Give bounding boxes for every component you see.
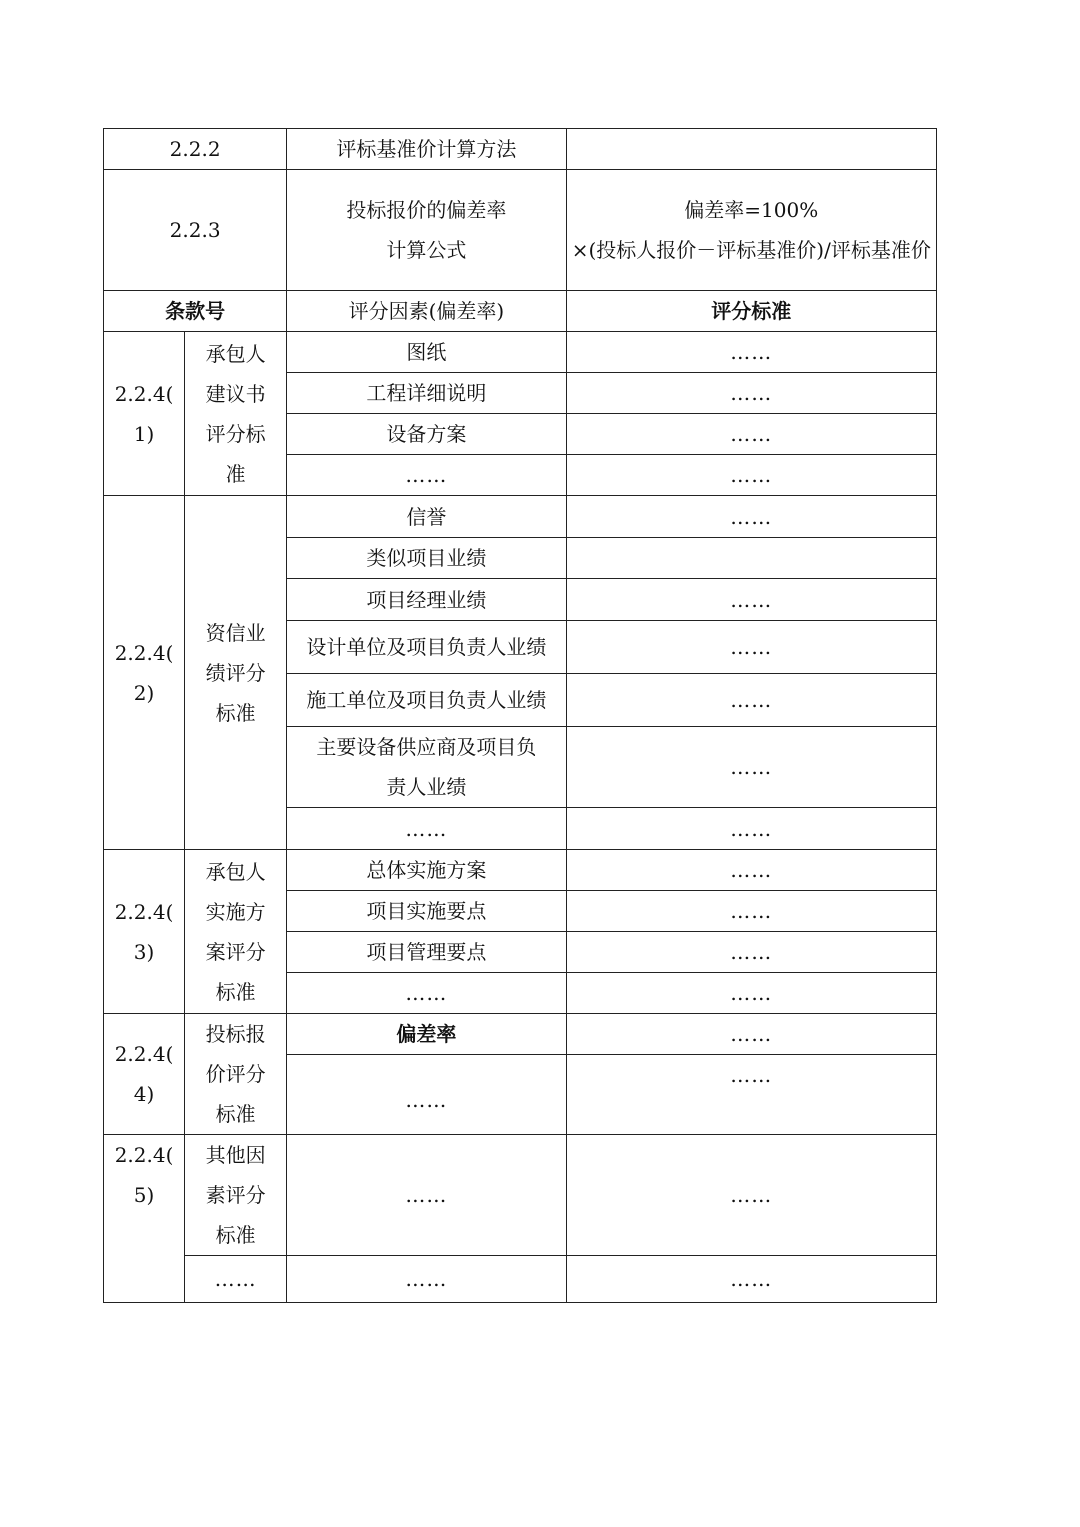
standard-cell: …… [566, 727, 936, 808]
factor-cell: …… [287, 1135, 566, 1256]
standard-cell: …… [566, 808, 936, 850]
standard-cell: …… [566, 1055, 936, 1135]
standard-cell: …… [566, 850, 936, 891]
standard-cell: …… [566, 496, 936, 538]
scoring-criteria-table [103, 128, 937, 1303]
group-3-number: 2.2.4( 3) [114, 899, 174, 964]
group-1-number: 2.2.4( 1) [114, 381, 174, 446]
table-header-row [104, 291, 937, 332]
standard-cell: …… [566, 1135, 936, 1256]
group-2-number: 2.2.4( 2) [114, 640, 174, 705]
table-row [104, 496, 937, 538]
factor-cell: 偏差率 [287, 1014, 566, 1055]
standard-cell: …… [566, 414, 936, 455]
clause-number: 2.2.3 [104, 170, 287, 291]
table-row [104, 170, 937, 291]
factor-cell: 工程详细说明 [287, 373, 566, 414]
factor-cell: 项目实施要点 [287, 891, 566, 932]
factor-cell: 类似项目业绩 [287, 538, 566, 579]
standard-cell: …… [566, 932, 936, 973]
factor-cell: 信誉 [287, 496, 566, 538]
standard-cell: …… [566, 1014, 936, 1055]
deviation-formula: 偏差率=100% ×(投标人报价－评标基准价)/评标基准价 [571, 198, 931, 262]
standard-cell: …… [566, 373, 936, 414]
table-row [104, 850, 937, 891]
standard-cell: …… [566, 1256, 936, 1303]
factor-cell: …… [287, 455, 566, 496]
group-clause-number [104, 332, 185, 496]
item-name-text: 投标报价的偏差率 计算公式 [346, 198, 507, 262]
group-1-label: 承包人 建议书 评分标 准 [205, 341, 266, 486]
header-standard: 评分标准 [566, 291, 936, 332]
group-4-number: 2.2.4( 4) [114, 1042, 174, 1106]
factor-cell: …… [287, 973, 566, 1014]
header-clause-no: 条款号 [104, 291, 287, 332]
factor-text: 主要设备供应商及项目负 责人业绩 [316, 735, 537, 799]
factor-cell: …… [287, 808, 566, 850]
standard-cell [566, 538, 936, 579]
group-clause-number [104, 1135, 185, 1303]
table-row [104, 1135, 937, 1256]
table-row [104, 332, 937, 373]
group-label [185, 332, 287, 496]
standard-cell: …… [566, 455, 936, 496]
group-label: …… [185, 1256, 287, 1303]
item-value [566, 129, 936, 170]
group-label [185, 496, 287, 850]
factor-cell: 设计单位及项目负责人业绩 [287, 621, 566, 674]
group-5-number: 2.2.4( 5) [114, 1143, 174, 1207]
group-5-label: 其他因 素评分 标准 [205, 1143, 266, 1247]
standard-cell: …… [566, 973, 936, 1014]
factor-cell [287, 727, 566, 808]
table-row [104, 1014, 937, 1055]
group-2-label: 资信业 绩评分 标准 [205, 620, 266, 725]
group-clause-number [104, 1014, 185, 1135]
item-name [287, 170, 566, 291]
factor-cell: …… [287, 1055, 566, 1135]
factor-cell: 总体实施方案 [287, 850, 566, 891]
group-4-label: 投标报 价评分 标准 [205, 1022, 266, 1126]
header-factor: 评分因素(偏差率) [287, 291, 566, 332]
factor-cell: 施工单位及项目负责人业绩 [287, 674, 566, 727]
factor-cell: 图纸 [287, 332, 566, 373]
table-row [104, 1256, 937, 1303]
group-clause-number [104, 850, 185, 1014]
standard-cell: …… [566, 579, 936, 621]
factor-cell: …… [287, 1256, 566, 1303]
item-name: 评标基准价计算方法 [287, 129, 566, 170]
group-clause-number [104, 496, 185, 850]
group-label [185, 1135, 287, 1256]
group-label [185, 850, 287, 1014]
item-value [566, 170, 936, 291]
standard-cell: …… [566, 674, 936, 727]
factor-cell: 项目经理业绩 [287, 579, 566, 621]
group-label [185, 1014, 287, 1135]
standard-cell: …… [566, 621, 936, 674]
clause-number: 2.2.2 [104, 129, 287, 170]
standard-cell: …… [566, 891, 936, 932]
group-3-label: 承包人 实施方 案评分 标准 [205, 859, 266, 1004]
standard-cell: …… [566, 332, 936, 373]
factor-cell: 项目管理要点 [287, 932, 566, 973]
factor-cell: 设备方案 [287, 414, 566, 455]
table-row [104, 129, 937, 170]
